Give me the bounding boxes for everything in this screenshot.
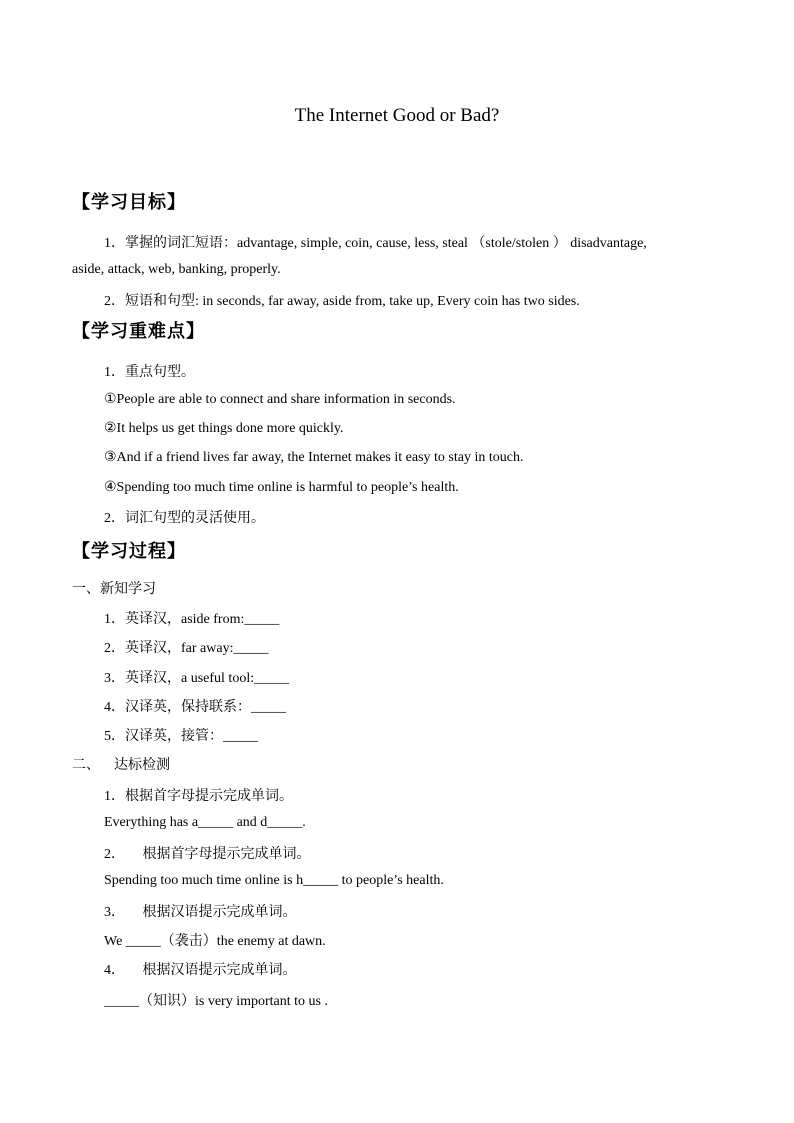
part-2-label: 二、 达标检测 <box>72 758 170 773</box>
part-2-question-1-title: 1．根据首字母提示完成单词。 <box>104 789 293 804</box>
key-sentence-1: ①People are able to connect and share information in seconds. <box>104 392 456 407</box>
objectives-item-2: 2．短语和句型: in seconds, far away, aside from, take up, Every coin has two sides. <box>104 294 580 309</box>
part-2-question-3-title: 3． 根据汉语提示完成单词。 <box>104 905 297 920</box>
key-sentence-3: ③And if a friend lives far away, the Internet makes it easy to stay in touch. <box>104 450 524 465</box>
part-1-label: 一、新知学习 <box>72 582 156 597</box>
part-2-question-2-text: Spending too much time online is h_____ to people’s health. <box>104 873 444 888</box>
part-1-question-5: 5．汉译英，接管：_____ <box>104 729 258 744</box>
key-sentence-4: ④Spending too much time online is harmful to people’s health. <box>104 480 459 495</box>
key-points-item-2: 2．词汇句型的灵活使用。 <box>104 511 265 526</box>
key-points-item-1: 1．重点句型。 <box>104 365 195 380</box>
document-title: The Internet Good or Bad? <box>294 105 500 126</box>
part-1-question-4: 4．汉译英，保持联系：_____ <box>104 700 286 715</box>
part-1-question-3: 3．英译汉，a useful tool:_____ <box>104 671 290 686</box>
part-2-question-1-text: Everything has a_____ and d_____. <box>104 815 306 830</box>
part-2-question-2-title: 2． 根据首字母提示完成单词。 <box>104 847 311 862</box>
part-1-question-2: 2．英译汉，far away:_____ <box>104 641 269 656</box>
key-points-heading: 【学习重难点】 <box>72 321 205 342</box>
objectives-heading: 【学习目标】 <box>72 192 186 213</box>
objectives-item-1-line-1: 1．掌握的词汇短语：advantage, simple, coin, cause, less, steal （stole/stolen ） disadvantage, <box>104 236 647 251</box>
objectives-item-1-line-2: aside, attack, web, banking, properly. <box>72 262 281 277</box>
process-heading: 【学习过程】 <box>72 541 186 562</box>
part-2-question-4-text: _____（知识）is very important to us . <box>104 994 328 1009</box>
part-1-question-1: 1．英译汉，aside from:_____ <box>104 612 280 627</box>
part-2-question-4-title: 4． 根据汉语提示完成单词。 <box>104 963 297 978</box>
part-2-question-3-text: We _____（袭击）the enemy at dawn. <box>104 934 326 949</box>
key-sentence-2: ②It helps us get things done more quickly. <box>104 421 344 436</box>
